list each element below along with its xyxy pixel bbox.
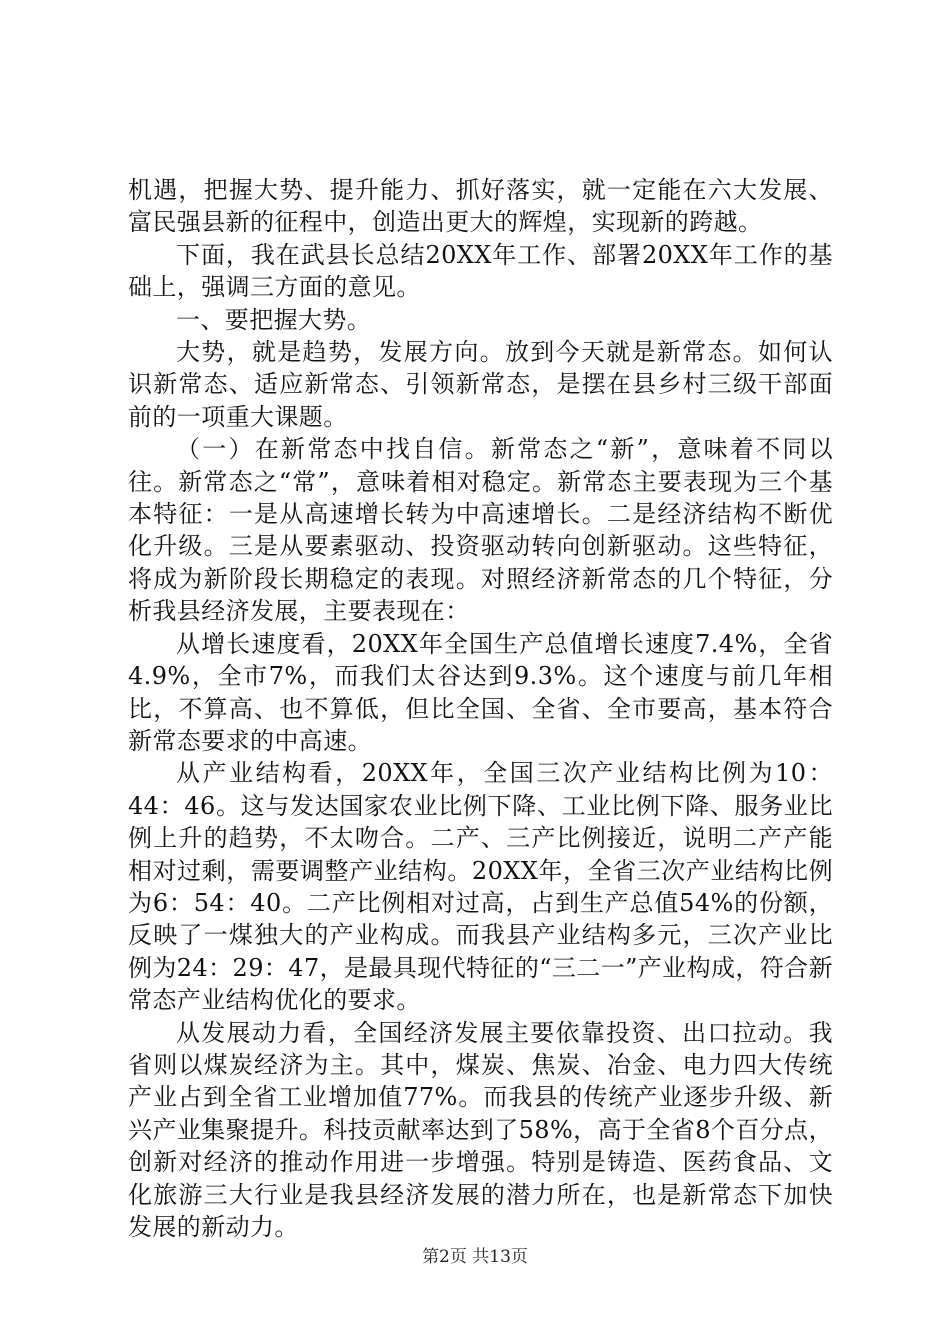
paragraph-4: 大势，就是趋势，发展方向。放到今天就是新常态。如何认识新常态、适应新常态、引领新常态，是摆在县乡村三级干部面前的一项重大课题。	[128, 338, 833, 431]
page-number-footer: 第2页 共13页	[422, 1247, 528, 1267]
paragraph-6: 从增长速度看，20XX年全国生产总值增长速度7.4%，全省4.9%，全市7%，而我们太谷达到9.3%。这个速度与前几年相比，不算高、也不算低，但比全国、全省、全市要高，基本符合新常态要求的中高速。	[128, 629, 833, 755]
paragraph-8: 从发展动力看，全国经济发展主要依靠投资、出口拉动。我省则以煤炭经济为主。其中，煤炭、焦炭、冶金、电力四大传统产业占到全省工业增加值77%。而我县的传统产业逐步升级、新兴产业集聚提升。科技贡献率达到了58%，高于全省8个百分点，创新对经济的推动作用进一步增强。特别是铸造、医药食品、文化旅游三大行业是我县经济发展的潜力所在，也是新常态下加快发展的新动力。	[128, 1018, 833, 1241]
section-heading: 一、要把握大势。	[176, 305, 372, 334]
paragraph-2: 下面，我在武县长总结20XX年工作、部署20XX年工作的基础上，强调三方面的意见。	[128, 240, 833, 302]
document-body	[128, 174, 833, 1243]
paragraph-7: 从产业结构看，20XX年，全国三次产业结构比例为10：44：46。这与发达国家农业比例下降、工业比例下降、服务业比例上升的趋势，不太吻合。二产、三产比例接近，说明二产产能相对过剩，需要调整产业结构。20XX年，全省三次产业结构比例为6：54：40。二产比例相对过高，占到生产总值54%的份额，反映了一煤独大的产业构成。而我县产业结构多元，三次产业比例为24：29：47，是最具现代特征的“三二一”产业构成，符合新常态产业结构优化的要求。	[128, 759, 833, 1015]
paragraph-5: （一）在新常态中找自信。新常态之“新”，意味着不同以往。新常态之“常”，意味着相对稳定。新常态主要表现为三个基本特征：一是从高速增长转为中高速增长。二是经济结构不断优化升级。三是从要素驱动、投资驱动转向创新驱动。这些特征，将成为新阶段长期稳定的表现。对照经济新常态的几个特征，分析我县经济发展，主要表现在：	[128, 435, 833, 626]
paragraph-1: 机遇，把握大势、提升能力、抓好落实，就一定能在六大发展、富民强县新的征程中，创造出更大的辉煌，实现新的跨越。	[128, 176, 833, 237]
